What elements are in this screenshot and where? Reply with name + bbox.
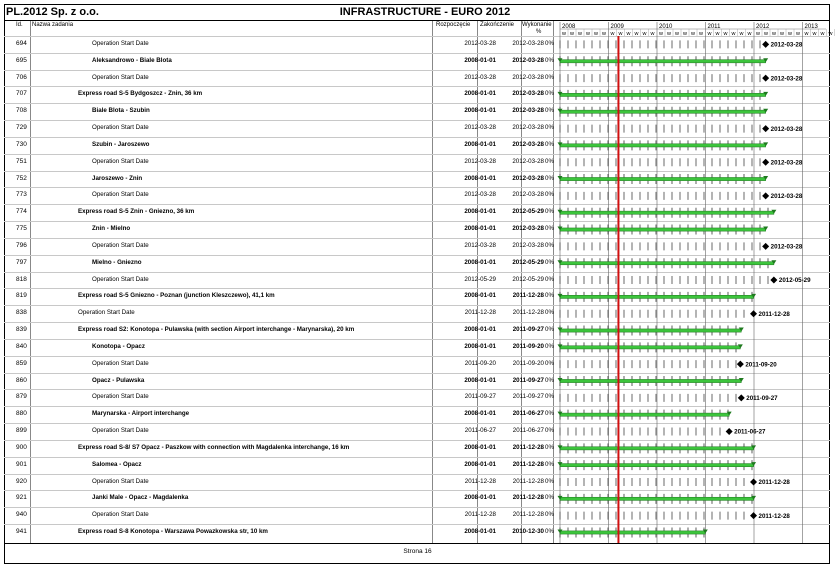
year-label: 2010 [659,24,673,30]
task-start-date: 2008-01-01 [464,225,496,233]
task-name: Express road S-5 Znin - Gniezno, 36 km [78,208,195,216]
task-percent-complete: 0% [545,225,554,233]
task-bar [560,346,740,349]
task-name: Operation Start Date [92,359,149,367]
task-percent-complete: 0% [545,174,554,182]
milestone-date: 2012-03-28 [770,125,803,133]
task-bar [560,464,754,467]
task-start-date: 2008-01-01 [464,292,496,300]
milestone-date: 2011-12-28 [758,310,790,318]
task-start-date: 2008-01-01 [464,528,496,536]
task-finish-date: 2011-09-27 [512,393,544,401]
task-percent-complete: 0% [545,140,554,148]
year-label: 2012 [756,24,770,30]
week-label: w [626,31,631,37]
week-label: w [723,31,728,37]
task-start-date: 2008-01-01 [464,376,496,384]
task-percent-complete: 0% [545,393,554,401]
task-start-date: 2008-01-01 [464,174,496,182]
task-percent-complete: 0% [545,494,554,502]
week-label: w [707,31,712,37]
task-finish-date: 2012-03-28 [512,225,544,233]
task-name: Operation Start Date [92,275,149,283]
week-label: w [731,31,736,37]
week-label: w [642,31,647,37]
task-start-date: 2008-01-01 [464,443,496,451]
task-finish-date: 2012-03-28 [512,174,544,182]
task-bar [560,329,741,332]
task-percent-complete: 0% [545,292,554,300]
milestone-date: 2011-09-27 [746,395,778,403]
task-id: 706 [16,73,27,81]
task-name: Operation Start Date [92,427,149,435]
task-start-date: 2008-01-01 [464,342,496,350]
task-percent-complete: 0% [545,528,554,536]
task-percent-complete: 0% [545,73,554,81]
task-finish-date: 2011-12-28 [512,494,544,502]
milestone-date: 2012-05-29 [778,277,811,285]
milestone-date: 2011-12-28 [758,479,790,487]
task-name: Express road S-5 Bydgoszcz - Znin, 36 km [78,90,203,98]
task-id: 860 [16,376,27,384]
task-start-date: 2008-01-01 [464,494,496,502]
task-start-date: 2012-03-28 [464,241,496,249]
task-start-date: 2011-06-27 [464,427,496,435]
milestone-date: 2012-03-28 [770,41,803,49]
task-finish-date: 2011-12-28 [512,477,544,485]
task-percent-complete: 0% [545,241,554,249]
task-bar [560,379,741,382]
milestone-diamond [750,512,757,519]
milestone-date: 2012-03-28 [770,75,803,83]
task-finish-date: 2011-12-28 [512,309,544,317]
task-finish-date: 2011-12-28 [512,292,544,300]
task-percent-complete: 0% [545,191,554,199]
column-header-id: Id. [16,22,23,28]
task-name: Express road S-5 Gniezno - Poznan (junction Kleszczewo), 41,1 km [78,292,275,300]
task-name: Operation Start Date [92,73,149,81]
task-percent-complete: 0% [545,107,554,115]
task-finish-date: 2011-09-20 [512,342,544,350]
task-start-date: 2011-12-28 [464,309,496,317]
task-finish-date: 2011-09-27 [512,326,544,334]
task-finish-date: 2012-03-28 [512,140,544,148]
week-label: w [675,31,679,37]
task-finish-date: 2010-12-30 [512,528,544,536]
task-id: 899 [16,427,27,435]
task-percent-complete: 0% [545,511,554,519]
week-label: w [650,31,655,37]
task-name: Szubin - Jaroszewo [92,140,150,148]
report-title: INFRASTRUCTURE - EURO 2012 [339,6,511,18]
task-finish-date: 2011-12-28 [512,443,544,451]
week-label: w [756,31,760,37]
milestone-date: 2012-03-28 [770,159,803,167]
task-bar [560,447,754,450]
column-header-done-unit: % [536,29,542,35]
week-label: w [683,31,687,37]
task-start-date: 2008-01-01 [464,326,496,334]
task-start-date: 2008-01-01 [464,258,496,266]
task-percent-complete: 0% [545,460,554,468]
task-start-date: 2008-01-01 [464,107,496,115]
task-bar [560,144,766,147]
task-bar [560,177,766,180]
task-name: Express road S2: Konotopa - Pulawska (with section Airport interchange - Marynarska), 20 km [78,326,355,334]
milestone-diamond [737,361,744,368]
week-label: w [562,31,566,37]
task-id: 819 [16,292,27,300]
task-finish-date: 2011-09-20 [512,359,544,367]
task-percent-complete: 0% [545,342,554,350]
task-id: 941 [16,528,27,536]
task-percent-complete: 0% [545,443,554,451]
week-label: w [634,31,639,37]
task-finish-date: 2012-03-28 [512,40,544,47]
milestone-date: 2011-12-28 [758,512,790,520]
week-label: w [812,31,817,37]
task-percent-complete: 0% [545,157,554,165]
task-name: Aleksandrowo - Biale Blota [92,56,172,64]
week-label: w [691,31,695,37]
task-id: 694 [16,40,27,47]
task-id: 838 [16,309,27,317]
week-label: w [618,31,623,37]
task-finish-date: 2011-09-27 [512,376,544,384]
task-id: 921 [16,494,27,502]
week-label: w [570,31,574,37]
task-percent-complete: 0% [545,359,554,367]
task-start-date: 2008-01-01 [464,90,496,98]
milestone-diamond [750,310,757,317]
task-percent-complete: 0% [545,208,554,216]
task-name: Mielno - Gniezno [92,258,142,266]
task-start-date: 2008-01-01 [464,56,496,64]
task-bar [560,93,766,96]
task-finish-date: 2012-03-28 [512,157,544,165]
week-label: w [602,31,606,37]
task-finish-date: 2012-05-29 [512,258,544,266]
task-name: Opacz - Pulawska [92,376,145,384]
week-label: w [667,31,671,37]
task-start-date: 2012-03-28 [464,73,496,81]
milestone-diamond [762,125,769,132]
task-name: Operation Start Date [92,40,149,47]
week-label: w [828,31,833,37]
task-finish-date: 2012-03-28 [512,56,544,64]
task-start-date: 2008-01-01 [464,460,496,468]
week-label: w [715,31,720,37]
task-name: Operation Start Date [92,241,149,249]
task-id: 839 [16,326,27,334]
task-finish-date: 2012-03-28 [512,241,544,249]
task-finish-date: 2011-12-28 [512,460,544,468]
milestone-date: 2012-03-28 [770,243,803,251]
task-start-date: 2011-09-27 [464,393,496,401]
task-id: 695 [16,56,27,64]
task-name: Express road S-8/ S7 Opacz - Paszkow with connection with Magdalenka interchange, 16 km [78,443,350,451]
task-id: 773 [16,191,27,199]
task-id: 775 [16,225,27,233]
task-percent-complete: 0% [545,40,554,47]
task-id: 859 [16,359,27,367]
task-bar [560,531,705,534]
task-start-date: 2008-01-01 [464,140,496,148]
task-id: 940 [16,511,27,519]
task-name: Konotopa - Opacz [92,342,145,350]
task-name: Operation Start Date [78,309,135,317]
task-id: 879 [16,393,27,401]
year-label: 2008 [562,24,576,30]
week-label: w [772,31,776,37]
milestone-date: 2012-03-28 [770,193,803,201]
task-bar [560,211,774,214]
task-finish-date: 2012-05-29 [512,275,544,283]
week-label: w [747,31,752,37]
footer-divider [4,543,830,544]
task-percent-complete: 0% [545,477,554,485]
task-bar [560,413,729,416]
milestone-diamond [726,428,733,435]
task-percent-complete: 0% [545,56,554,64]
task-start-date: 2008-01-01 [464,410,496,418]
task-finish-date: 2012-03-28 [512,90,544,98]
task-name: Express road S-8 Konotopa - Warszawa Powazkowska str, 10 km [78,528,268,536]
task-start-date: 2011-12-28 [464,511,496,519]
task-id: 840 [16,342,27,350]
week-label: w [594,31,598,37]
task-name: Biale Blota - Szubin [92,107,150,115]
task-finish-date: 2012-03-28 [512,191,544,199]
task-percent-complete: 0% [545,258,554,266]
task-start-date: 2011-12-28 [464,477,496,485]
task-id: 796 [16,241,27,249]
task-finish-date: 2012-05-29 [512,208,544,216]
task-bar [560,110,766,113]
task-id: 707 [16,90,27,98]
column-header-name: Nazwa zadania [32,22,74,28]
task-id: 730 [16,140,27,148]
task-bar [560,295,754,298]
task-start-date: 2008-01-01 [464,208,496,216]
task-percent-complete: 0% [545,326,554,334]
week-label: w [764,31,768,37]
task-percent-complete: 0% [545,124,554,132]
task-name: Operation Start Date [92,191,149,199]
task-start-date: 2012-03-28 [464,157,496,165]
milestone-diamond [762,159,769,166]
task-start-date: 2012-03-28 [464,124,496,132]
task-start-date: 2012-03-28 [464,40,496,47]
week-label: w [739,31,744,37]
milestone-diamond [762,41,769,48]
task-id: 708 [16,107,27,115]
task-percent-complete: 0% [545,275,554,283]
task-name: Operation Start Date [92,477,149,485]
column-header-start: Rozpoczęcie [436,22,471,28]
task-finish-date: 2011-06-27 [512,427,544,435]
task-id: 751 [16,157,27,165]
milestone-date: 2011-06-27 [734,428,766,436]
task-id: 920 [16,477,27,485]
task-percent-complete: 0% [545,410,554,418]
week-label: w [788,31,792,37]
week-label: w [804,31,809,37]
task-start-date: 2012-03-28 [464,191,496,199]
task-id: 818 [16,275,27,283]
task-percent-complete: 0% [545,427,554,435]
year-label: 2011 [707,24,721,30]
task-name: Salomea - Opacz [92,460,142,468]
week-label: w [820,31,825,37]
task-id: 729 [16,124,27,132]
milestone-diamond [762,192,769,199]
week-label: w [578,31,582,37]
milestone-diamond [762,243,769,250]
milestone-date: 2011-09-20 [745,361,777,369]
task-start-date: 2012-05-29 [464,275,496,283]
task-name: Operation Start Date [92,511,149,519]
task-finish-date: 2011-12-28 [512,511,544,519]
milestone-diamond [770,277,777,284]
task-name: Operation Start Date [92,157,149,165]
task-name: Znin - Mielno [92,225,131,233]
column-header-finish: Zakończenie [480,22,515,28]
task-name: Jaroszewo - Znin [92,174,143,182]
task-start-date: 2011-09-20 [464,359,496,367]
task-name: Operation Start Date [92,124,149,132]
task-bar [560,262,774,265]
task-id: 752 [16,174,27,182]
task-finish-date: 2012-03-28 [512,124,544,132]
week-label: w [699,31,703,37]
week-label: w [780,31,784,37]
task-name: Operation Start Date [92,393,149,401]
company-name: PL.2012 Sp. z o.o. [6,6,99,18]
task-id: 797 [16,258,27,266]
task-finish-date: 2011-06-27 [512,410,544,418]
task-finish-date: 2012-03-28 [512,73,544,81]
task-finish-date: 2012-03-28 [512,107,544,115]
task-bar [560,60,766,63]
week-label: w [610,31,615,37]
task-percent-complete: 0% [545,90,554,98]
page-number: Strona 16 [403,548,432,555]
milestone-diamond [738,394,745,401]
week-label: w [796,31,800,37]
year-label: 2013 [804,24,818,30]
task-id: 774 [16,208,27,216]
task-id: 900 [16,443,27,451]
task-percent-complete: 0% [545,309,554,317]
week-label: w [586,31,590,37]
task-percent-complete: 0% [545,376,554,384]
task-bar [560,497,754,500]
week-label: w [659,31,663,37]
task-name: Janki Male - Opacz - Magdalenka [92,494,189,502]
task-id: 901 [16,460,27,468]
task-name: Marynarska - Airport interchange [92,410,190,418]
task-bar [560,228,766,231]
milestone-diamond [750,478,757,485]
task-id: 880 [16,410,27,418]
year-label: 2009 [610,24,624,30]
milestone-diamond [762,75,769,82]
column-header-done: Wykonanie [522,22,552,28]
